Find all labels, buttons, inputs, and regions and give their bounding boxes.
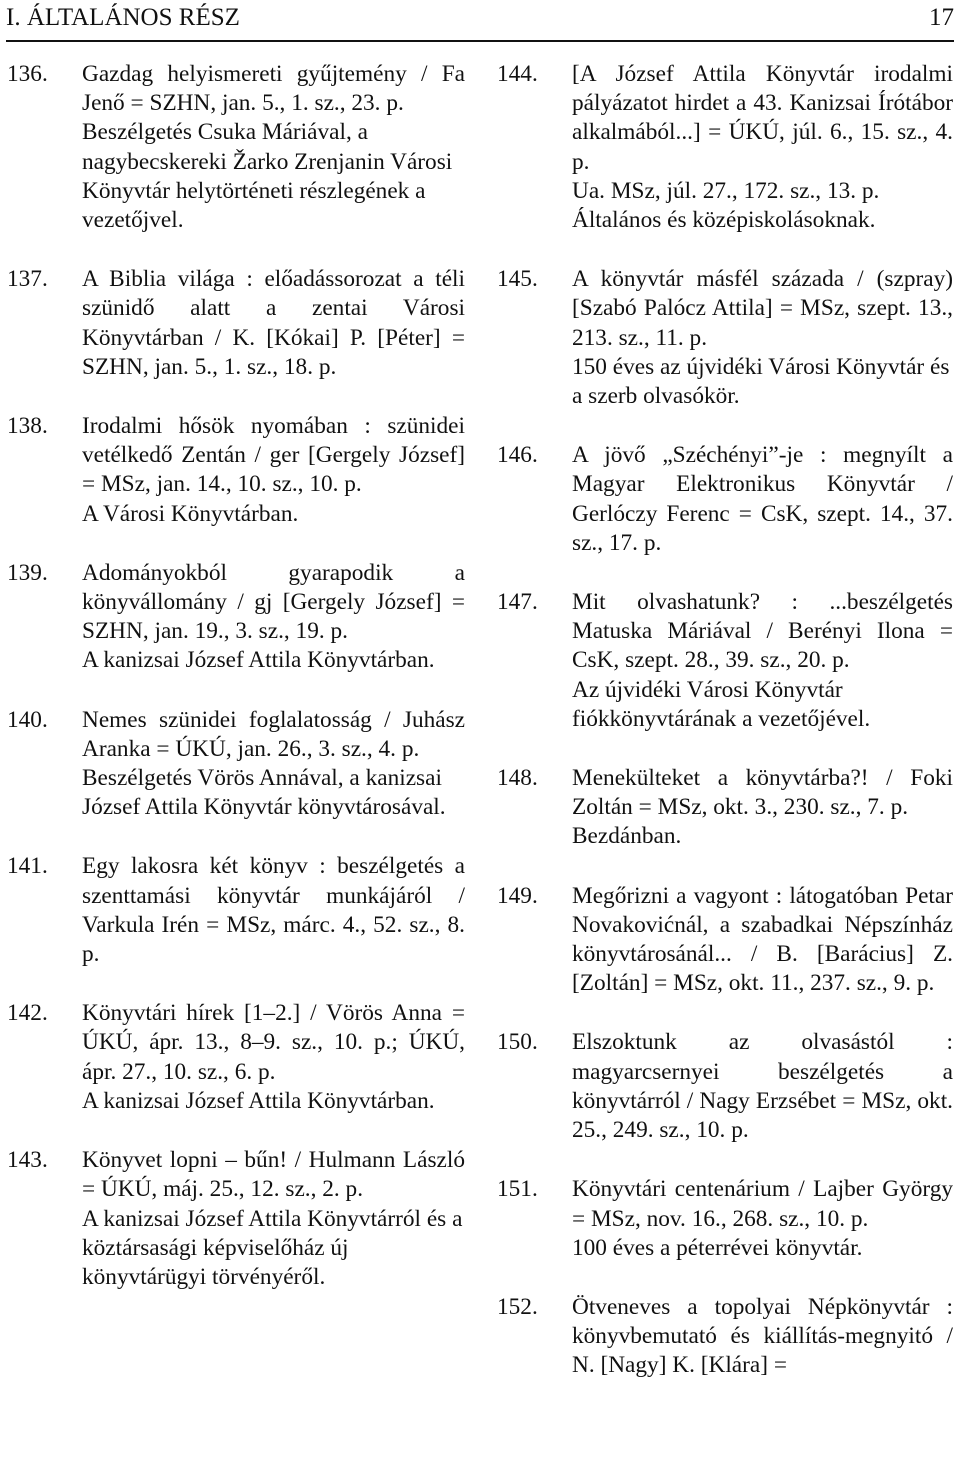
bibliography-entry [497,265,953,411]
entry-citation: Megőrizni a vagyont : látogatóban Petar Novakovićnál, a szabadkai Népszínház könyvtárosánál... / B. [Barácius] Z. [Zoltán] = MSz, okt. 11., 237. sz., 9. p. [572,882,953,997]
entry-number: 139. [7,559,48,586]
entry-citation: Könyvtári centenárium / Lajber György = MSz, nov. 16., 268. sz., 10. p. [572,1176,953,1232]
entry-number: 138. [7,413,48,440]
entry-citation: Könyvtári hírek [1–2.] / Vörös Anna = ÚKÚ, ápr. 13., 8–9. sz., 10. p.; ÚKÚ, ápr. 27., 10. sz., 6. p. [82,1000,465,1085]
entry-citation: A könyvtár másfél százada / (szpray) [Szabó Palócz Attila] = MSz, szept. 13., 213. sz., 11. p. [572,266,953,351]
entry-citation: Adományokból gyarapodik a könyvállomány / gj [Gergely József] = SZHN, jan. 19., 3. sz., 19. p. [82,559,465,645]
bibliography-entry [7,1146,465,1292]
right-column [497,60,953,1411]
entry-number: 140. [7,706,48,733]
page-header [6,0,954,42]
entry-note: 150 éves az újvidéki Városi Könyvtár és a szerb olvasókör. [572,353,950,410]
entry-note: A kanizsai József Attila Könyvtárban. [82,1087,435,1114]
entry-citation: Nemes szünidei foglalatosság / Juhász Aranka = ÚKÚ, jan. 26., 3. sz., 4. p. [82,706,465,762]
entry-number: 145. [497,266,538,293]
entry-note: A kanizsai József Attila Könyvtárról és a köztársasági képviselőház új könyvtárügyi törvényéről. [82,1205,463,1290]
bibliography-entry [7,999,465,1116]
entry-citation: Egy lakosra két könyv : beszélgetés a szenttamási könyvtár munkájáról / Varkula Irén = MSz, márc. 4., 52. sz., 8. p. [82,853,465,968]
bibliography-entry [497,588,953,734]
entry-number: 146. [497,442,538,469]
entry-number: 137. [7,266,48,293]
entry-note: Beszélgetés Vörös Annával, a kanizsai József Attila Könyvtár könyvtárosával. [82,765,446,821]
entry-number: 143. [7,1147,48,1174]
entry-citation: [A József Attila Könyvtár irodalmi pályázatot hirdet a 43. Kanizsai Írótábor alkalmából...] = ÚKÚ, júl. 6., 15. sz., 4. p. [572,61,953,175]
bibliography-entry [7,412,465,529]
entry-number: 144. [497,61,538,87]
entry-number: 136. [7,61,48,87]
bibliography-entry [7,706,465,823]
entry-note: A Városi Könyvtárban. [82,500,299,527]
bibliography-entry [497,1175,953,1263]
bibliography-entry [497,1293,953,1381]
entry-note: Ua. MSz, júl. 27., 172. sz., 13. p. Általános és középiskolásoknak. [572,177,880,234]
entry-note: 100 éves a péterrévei könyvtár. [572,1234,863,1261]
entry-note: A kanizsai József Attila Könyvtárban. [82,647,435,674]
entry-citation: Könyvet lopni – bűn! / Hulmann László = ÚKÚ, máj. 25., 12. sz., 2. p. [82,1147,465,1203]
bibliography-entry [7,559,465,676]
entry-number: 147. [497,589,538,616]
bibliography-entry [497,441,953,558]
bibliography-entry [497,60,953,235]
entry-number: 150. [497,1029,538,1056]
entry-citation: Irodalmi hősök nyomában : szünidei vetélkedő Zentán / ger [Gergely József] = MSz, jan. 14., 10. sz., 10. p. [82,413,465,498]
entry-citation: A Biblia világa : előadássorozat a téli szünidő alatt a zentai Városi Könyvtárban / K. [Kókai] P. [Péter] = SZHN, jan. 5., 1. sz., 18. p. [82,266,465,380]
entry-number: 151. [497,1176,538,1203]
entry-citation: Elszoktunk az olvasástól : magyarcsernyei beszélgetés a könyvtárról / Nagy Erzsébet = MSz, okt. 25., 249. sz., 10. p. [572,1029,953,1144]
section-title: I. ÁLTALÁNOS RÉSZ [6,4,240,31]
entry-citation: Ötveneves a topolyai Népkönyvtár : könyvbemutató és kiállítás-megnyitó / N. [Nagy] K. [Klára] = [572,1293,953,1379]
entry-citation: Mit olvashatunk? : ...beszélgetés Matuska Máriával / Berényi Ilona = CsK, szept. 28., 39. sz., 20. p. [572,589,953,674]
entry-citation: Menekülteket a könyvtárba?! / Foki Zoltán = MSz, okt. 3., 230. sz., 7. p. [572,765,953,821]
bibliography-entry [7,60,465,235]
left-column [7,60,465,1322]
entry-number: 152. [497,1293,538,1320]
entry-note: Bezdánban. [572,823,682,850]
entry-note: Az újvidéki Városi Könyvtár fiókkönyvtárának a vezetőjével. [572,676,871,732]
bibliography-entry [497,882,953,999]
bibliography-entry [497,764,953,852]
entry-number: 149. [497,882,538,909]
bibliography-entry [7,265,465,382]
bibliography-entry [497,1028,953,1145]
entry-citation: Gazdag helyismereti gyűjtemény / Fa Jenő = SZHN, jan. 5., 1. sz., 23. p. [82,61,465,117]
entry-number: 142. [7,1000,48,1027]
entry-number: 141. [7,853,48,880]
entry-citation: A jövő „Széchényi”-je : megnyílt a Magyar Elektronikus Könyvtár / Gerlóczy Ferenc = CsK, szept. 14., 37. sz., 17. p. [572,442,953,556]
entry-number: 148. [497,765,538,792]
entry-note: Beszélgetés Csuka Máriával, a nagybecskereki Žarko Zrenjanin Városi Könyvtár helytörténeti részlegének a vezetőjvel. [82,119,453,234]
page-number: 17 [929,4,954,31]
bibliography-entry [7,852,465,969]
